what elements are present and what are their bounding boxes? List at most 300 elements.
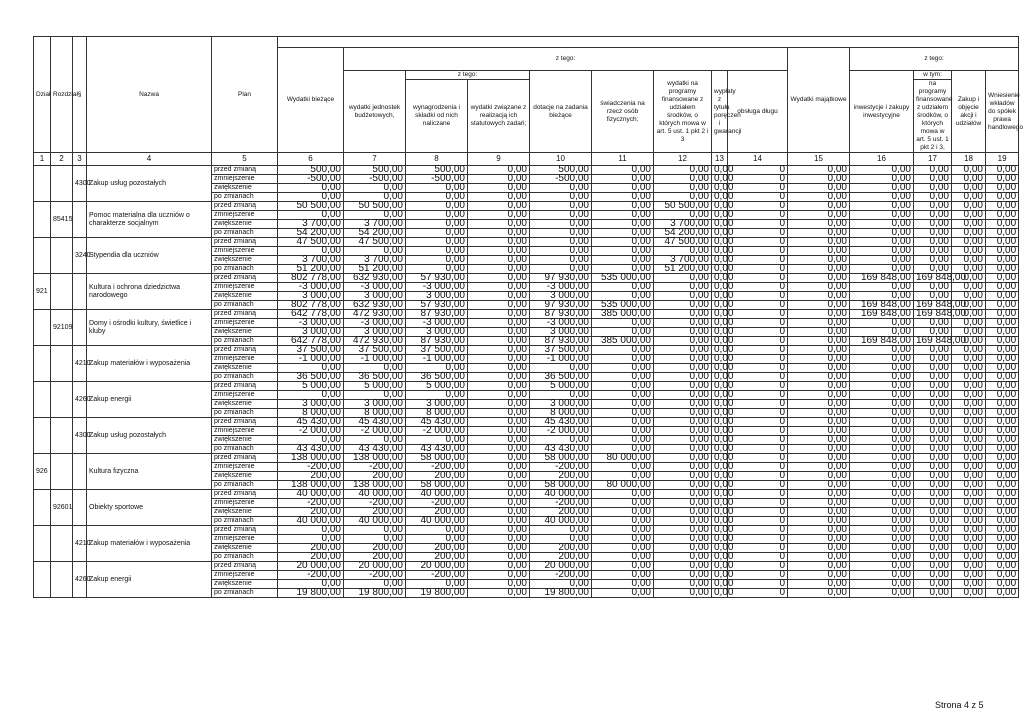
value-cell: 0,00 (986, 211, 1019, 220)
value-cell: 0,00 (468, 283, 530, 292)
value-cell: 0,00 (278, 247, 344, 256)
value-cell: 0 (728, 328, 788, 337)
value-cell: 0,00 (530, 580, 592, 589)
value-cell: 0,00 (468, 553, 530, 562)
value-cell: -3 000,00 (344, 319, 406, 328)
value-cell: 0,00 (712, 553, 728, 562)
change-type-cell: po zmianach (212, 589, 278, 598)
value-cell: 5 000,00 (344, 382, 406, 391)
value-cell: 0,00 (986, 301, 1019, 310)
nazwa-cell: Domy i ośrodki kultury, świetlice i kluby (87, 310, 212, 346)
header-na-programy: na programy finansowane z udziałem środków, o których mowa w art. 5 ust. 1 pkt 2 i 3, (914, 80, 952, 153)
value-cell: 45 430,00 (406, 418, 468, 427)
value-cell: 535 000,00 (592, 301, 654, 310)
change-type-cell: przed zmianą (212, 526, 278, 535)
change-type-cell: przed zmianą (212, 454, 278, 463)
change-type-cell: zwiększenie (212, 400, 278, 409)
value-cell: 200,00 (278, 553, 344, 562)
value-cell: 200,00 (406, 544, 468, 553)
value-cell: 0,00 (712, 490, 728, 499)
header-wydatki-jednostek: wydatki jednostek budżetowych, (344, 71, 406, 153)
change-type-cell: zwiększenie (212, 544, 278, 553)
value-cell: 80 000,00 (592, 481, 654, 490)
value-cell: 3 000,00 (406, 328, 468, 337)
value-cell: 0,00 (592, 373, 654, 382)
value-cell: 40 000,00 (530, 517, 592, 526)
value-cell: 0,00 (850, 292, 914, 301)
change-type-cell: po zmianach (212, 553, 278, 562)
value-cell: 0,00 (530, 238, 592, 247)
header-programy: wydatki na programy finansowane z udziałem środków, o których mowa w art. 5 ust. 1 pkt 2 i 3 (654, 71, 712, 153)
value-cell: 0,00 (592, 553, 654, 562)
value-cell: 0,00 (850, 373, 914, 382)
value-cell: 0,00 (952, 346, 986, 355)
value-cell: 0,00 (850, 175, 914, 184)
value-cell: 0,00 (914, 256, 952, 265)
value-cell: 3 000,00 (278, 400, 344, 409)
value-cell: 0,00 (986, 256, 1019, 265)
value-cell: 0,00 (344, 364, 406, 373)
value-cell: 0,00 (914, 391, 952, 400)
value-cell: 0,00 (468, 274, 530, 283)
value-cell: 0,00 (952, 409, 986, 418)
value-cell: 0,00 (986, 328, 1019, 337)
value-cell: 0,00 (712, 364, 728, 373)
value-cell: 0,00 (344, 436, 406, 445)
value-cell: 3 000,00 (406, 400, 468, 409)
paragraf-cell: 4260 (73, 382, 87, 418)
column-index-cell: 8 (406, 153, 468, 166)
value-cell: 0,00 (952, 310, 986, 319)
column-index-cell: 17 (914, 153, 952, 166)
value-cell: 0,00 (914, 346, 952, 355)
dzial-cell (34, 238, 51, 274)
value-cell: 0,00 (986, 535, 1019, 544)
value-cell: 0,00 (530, 184, 592, 193)
value-cell: 0,00 (406, 391, 468, 400)
value-cell: 0,00 (914, 211, 952, 220)
value-cell: 0,00 (850, 562, 914, 571)
paragraf-cell: 4300 (73, 166, 87, 202)
value-cell: 0,00 (654, 481, 712, 490)
value-cell: 3 000,00 (344, 328, 406, 337)
change-type-cell: przed zmianą (212, 490, 278, 499)
value-cell: 0,00 (850, 202, 914, 211)
value-cell: 0,00 (712, 310, 728, 319)
value-cell: 0,00 (712, 211, 728, 220)
value-cell: 0,00 (986, 463, 1019, 472)
nazwa-cell: Pomoc materialna dla uczniów o charakterze socjalnym (87, 202, 212, 238)
value-cell: 8 000,00 (530, 409, 592, 418)
value-cell: 0 (728, 589, 788, 598)
value-cell: 138 000,00 (344, 454, 406, 463)
value-cell: 0,00 (592, 445, 654, 454)
change-type-cell: zwiększenie (212, 472, 278, 481)
value-cell: 0,00 (850, 256, 914, 265)
value-cell: -3 000,00 (344, 283, 406, 292)
paragraf-cell: 3240 (73, 238, 87, 274)
value-cell: -200,00 (406, 571, 468, 580)
value-cell: 0,00 (468, 472, 530, 481)
value-cell: 0,00 (952, 427, 986, 436)
value-cell: 0,00 (952, 355, 986, 364)
value-cell: 0,00 (952, 517, 986, 526)
value-cell: 0,00 (530, 193, 592, 202)
dzial-cell (34, 490, 51, 526)
header-obsluga-dlugu: obsługa długu (728, 71, 788, 153)
value-cell: 0,00 (468, 193, 530, 202)
value-cell: 43 430,00 (530, 445, 592, 454)
value-cell: 5 000,00 (406, 382, 468, 391)
value-cell: 54 200,00 (344, 229, 406, 238)
value-cell: 0,00 (592, 400, 654, 409)
value-cell: -200,00 (530, 499, 592, 508)
value-cell: 0,00 (952, 472, 986, 481)
value-cell: 0,00 (468, 436, 530, 445)
value-cell: 0,00 (952, 229, 986, 238)
value-cell: 0,00 (712, 409, 728, 418)
value-cell: 0,00 (592, 184, 654, 193)
value-cell: 0,00 (592, 427, 654, 436)
value-cell: 0 (728, 283, 788, 292)
value-cell: 0,00 (468, 526, 530, 535)
page-number: Strona 4 z 5 (935, 700, 984, 710)
value-cell: 0 (728, 481, 788, 490)
value-cell: 0,00 (468, 382, 530, 391)
value-cell: 0 (728, 499, 788, 508)
value-cell: 0,00 (952, 211, 986, 220)
value-cell: 0,00 (914, 373, 952, 382)
value-cell: 0,00 (592, 544, 654, 553)
value-cell: 0 (728, 364, 788, 373)
value-cell: 0,00 (914, 166, 952, 175)
value-cell: 632 930,00 (344, 301, 406, 310)
value-cell: 0 (728, 211, 788, 220)
value-cell: 0,00 (654, 166, 712, 175)
value-cell: 43 430,00 (406, 445, 468, 454)
value-cell: 51 200,00 (344, 265, 406, 274)
value-cell: 0,00 (952, 562, 986, 571)
header-nazwa: Nazwa (87, 37, 212, 153)
change-type-cell: zwiększenie (212, 328, 278, 337)
value-cell: 0,00 (468, 562, 530, 571)
value-cell: 0,00 (914, 544, 952, 553)
value-cell: 0,00 (468, 580, 530, 589)
value-cell: 36 500,00 (344, 373, 406, 382)
value-cell: 0,00 (654, 526, 712, 535)
column-index-cell: 14 (728, 153, 788, 166)
value-cell: 0,00 (788, 499, 850, 508)
value-cell: 0,00 (712, 472, 728, 481)
value-cell: 0,00 (952, 490, 986, 499)
change-type-cell: przed zmianą (212, 274, 278, 283)
value-cell: 58 000,00 (406, 481, 468, 490)
value-cell: 0,00 (986, 580, 1019, 589)
value-cell: 0,00 (850, 283, 914, 292)
value-cell: 0,00 (654, 283, 712, 292)
value-cell: 0,00 (850, 517, 914, 526)
value-cell: 0,00 (654, 445, 712, 454)
value-cell: 0,00 (850, 328, 914, 337)
value-cell: 500,00 (278, 166, 344, 175)
value-cell: 0,00 (986, 589, 1019, 598)
column-index-cell: 10 (530, 153, 592, 166)
value-cell: 0,00 (592, 220, 654, 229)
value-cell: 0,00 (788, 337, 850, 346)
value-cell: 0,00 (788, 445, 850, 454)
value-cell: 0,00 (654, 211, 712, 220)
value-cell: 45 430,00 (344, 418, 406, 427)
value-cell: 0,00 (986, 346, 1019, 355)
value-cell: 0,00 (468, 328, 530, 337)
value-cell: 0,00 (530, 436, 592, 445)
value-cell: 0,00 (850, 346, 914, 355)
value-cell: 138 000,00 (278, 481, 344, 490)
value-cell: 0,00 (468, 454, 530, 463)
change-type-cell: zwiększenie (212, 184, 278, 193)
value-cell: 57 930,00 (406, 274, 468, 283)
value-cell: 0,00 (712, 589, 728, 598)
value-cell: 20 000,00 (406, 562, 468, 571)
value-cell: 0,00 (406, 535, 468, 544)
value-cell: 0,00 (850, 418, 914, 427)
value-cell: 0,00 (850, 319, 914, 328)
value-cell: 20 000,00 (530, 562, 592, 571)
value-cell: 0,00 (986, 481, 1019, 490)
column-index-cell: 15 (788, 153, 850, 166)
value-cell: 0,00 (592, 472, 654, 481)
value-cell: 37 500,00 (406, 346, 468, 355)
value-cell: 0,00 (530, 265, 592, 274)
value-cell: 0,00 (788, 211, 850, 220)
value-cell: -3 000,00 (278, 283, 344, 292)
value-cell: 43 430,00 (278, 445, 344, 454)
value-cell: 0,00 (986, 229, 1019, 238)
value-cell: 200,00 (344, 508, 406, 517)
value-cell: 0,00 (986, 517, 1019, 526)
value-cell: 0,00 (468, 175, 530, 184)
value-cell: 169 848,00 (914, 337, 952, 346)
value-cell: 0,00 (712, 256, 728, 265)
value-cell: 169 848,00 (914, 310, 952, 319)
value-cell: -2 000,00 (530, 427, 592, 436)
value-cell: 0,00 (468, 166, 530, 175)
value-cell: 0,00 (914, 238, 952, 247)
value-cell: 0,00 (654, 571, 712, 580)
value-cell: 5 000,00 (530, 382, 592, 391)
value-cell: 0,00 (654, 508, 712, 517)
paragraf-cell: 4260 (73, 562, 87, 598)
value-cell: -1 000,00 (530, 355, 592, 364)
value-cell: 0,00 (712, 202, 728, 211)
value-cell: 0,00 (278, 211, 344, 220)
header-swiadczenia: świadczenia na rzecz osób fizycznych; (592, 71, 654, 153)
value-cell: 0 (728, 346, 788, 355)
column-index-cell: 13 (712, 153, 728, 166)
value-cell: 47 500,00 (278, 238, 344, 247)
value-cell: 0,00 (914, 472, 952, 481)
change-type-cell: zwiększenie (212, 508, 278, 517)
change-type-cell: zwiększenie (212, 256, 278, 265)
value-cell: 0,00 (850, 427, 914, 436)
value-cell: -200,00 (344, 571, 406, 580)
change-type-cell: przed zmianą (212, 202, 278, 211)
value-cell: 0 (728, 373, 788, 382)
value-cell: 169 848,00 (850, 337, 914, 346)
change-type-cell: zmniejszenie (212, 463, 278, 472)
change-type-cell: zmniejszenie (212, 247, 278, 256)
value-cell: 200,00 (406, 472, 468, 481)
value-cell: 0,00 (712, 454, 728, 463)
value-cell: 40 000,00 (344, 517, 406, 526)
value-cell: 0,00 (788, 382, 850, 391)
value-cell: 0,00 (654, 544, 712, 553)
value-cell: 0,00 (712, 562, 728, 571)
value-cell: 138 000,00 (344, 481, 406, 490)
nazwa-cell: Zakup energii (87, 382, 212, 418)
value-cell: -200,00 (344, 499, 406, 508)
value-cell: 0,00 (986, 202, 1019, 211)
value-cell: 0,00 (654, 553, 712, 562)
value-cell: 0,00 (468, 355, 530, 364)
value-cell: 0,00 (788, 472, 850, 481)
value-cell: 40 000,00 (344, 490, 406, 499)
value-cell: 0,00 (986, 445, 1019, 454)
rozdzial-cell: 92601 (51, 490, 73, 526)
value-cell: 0,00 (850, 463, 914, 472)
value-cell: 169 848,00 (914, 301, 952, 310)
value-cell: 0,00 (654, 310, 712, 319)
value-cell: 0,00 (406, 202, 468, 211)
value-cell: 20 000,00 (344, 562, 406, 571)
value-cell: 0,00 (530, 229, 592, 238)
value-cell: 0,00 (654, 175, 712, 184)
value-cell: -2 000,00 (344, 427, 406, 436)
value-cell: 0,00 (654, 382, 712, 391)
value-cell: 0,00 (952, 571, 986, 580)
value-cell: 3 000,00 (278, 292, 344, 301)
rozdzial-cell (51, 418, 73, 454)
value-cell: 0 (728, 508, 788, 517)
value-cell: 0,00 (712, 580, 728, 589)
value-cell: 0,00 (986, 454, 1019, 463)
value-cell: 40 000,00 (278, 490, 344, 499)
value-cell: 0,00 (850, 490, 914, 499)
value-cell: 0,00 (850, 508, 914, 517)
value-cell: 0,00 (788, 247, 850, 256)
value-cell: 0 (728, 463, 788, 472)
value-cell: 0,00 (850, 184, 914, 193)
value-cell: 0,00 (712, 220, 728, 229)
value-cell: 0,00 (914, 247, 952, 256)
value-cell: 0,00 (952, 193, 986, 202)
value-cell: 50 500,00 (344, 202, 406, 211)
value-cell: 0 (728, 265, 788, 274)
change-type-cell: przed zmianą (212, 166, 278, 175)
value-cell: 58 000,00 (530, 454, 592, 463)
nazwa-cell: Kultura fizyczna (87, 454, 212, 490)
value-cell: -3 000,00 (406, 283, 468, 292)
value-cell: 0,00 (914, 184, 952, 193)
change-type-cell: zmniejszenie (212, 535, 278, 544)
change-type-cell: zwiększenie (212, 220, 278, 229)
change-type-cell: przed zmianą (212, 310, 278, 319)
header-inwestycje: inwestycje i zakupy inwestycyjne (850, 71, 914, 153)
value-cell: 3 700,00 (654, 220, 712, 229)
value-cell: 535 000,00 (592, 274, 654, 283)
value-cell: 0,00 (406, 238, 468, 247)
value-cell: 0,00 (468, 427, 530, 436)
value-cell: 0,00 (712, 175, 728, 184)
budget-table (33, 36, 1024, 598)
value-cell: 0,00 (592, 418, 654, 427)
change-type-cell: zwiększenie (212, 292, 278, 301)
value-cell: 50 500,00 (654, 202, 712, 211)
paragraf-cell: 4210 (73, 346, 87, 382)
value-cell: 0,00 (986, 373, 1019, 382)
value-cell: 0,00 (952, 256, 986, 265)
change-type-cell: zmniejszenie (212, 283, 278, 292)
value-cell: 0,00 (914, 445, 952, 454)
change-type-cell: przed zmianą (212, 562, 278, 571)
value-cell: 0,00 (788, 193, 850, 202)
value-cell: 0,00 (654, 337, 712, 346)
value-cell: 8 000,00 (406, 409, 468, 418)
value-cell: 200,00 (530, 553, 592, 562)
value-cell: 0,00 (788, 346, 850, 355)
value-cell: 0 (728, 445, 788, 454)
value-cell: 0 (728, 391, 788, 400)
value-cell: 8 000,00 (278, 409, 344, 418)
value-cell: 0,00 (592, 382, 654, 391)
value-cell: 0,00 (406, 247, 468, 256)
value-cell: 0,00 (788, 418, 850, 427)
table-header (34, 37, 1024, 166)
value-cell: 0,00 (654, 391, 712, 400)
rozdzial-cell (51, 346, 73, 382)
dzial-cell (34, 166, 51, 202)
value-cell: 0,00 (914, 400, 952, 409)
value-cell: 0,00 (468, 535, 530, 544)
rozdzial-cell (51, 526, 73, 562)
change-type-cell: zwiększenie (212, 436, 278, 445)
value-cell: 0 (728, 193, 788, 202)
dzial-cell: 926 (34, 454, 51, 490)
value-cell: 0,00 (712, 184, 728, 193)
value-cell: 57 930,00 (406, 301, 468, 310)
value-cell: 0,00 (406, 229, 468, 238)
value-cell: 0,00 (952, 301, 986, 310)
value-cell: 0,00 (986, 544, 1019, 553)
value-cell: 0,00 (654, 373, 712, 382)
value-cell: 0 (728, 400, 788, 409)
value-cell: 0,00 (468, 589, 530, 598)
value-cell: 0,00 (278, 526, 344, 535)
value-cell: 19 800,00 (278, 589, 344, 598)
value-cell: 0,00 (914, 553, 952, 562)
value-cell: 0,00 (468, 490, 530, 499)
value-cell: 36 500,00 (406, 373, 468, 382)
value-cell: 0,00 (712, 283, 728, 292)
value-cell: 0,00 (712, 535, 728, 544)
value-cell: 0,00 (952, 400, 986, 409)
value-cell: 0,00 (468, 499, 530, 508)
value-cell: 0,00 (952, 508, 986, 517)
value-cell: 0,00 (986, 436, 1019, 445)
dzial-cell (34, 346, 51, 382)
value-cell: 0,00 (788, 220, 850, 229)
value-cell: 0,00 (712, 229, 728, 238)
